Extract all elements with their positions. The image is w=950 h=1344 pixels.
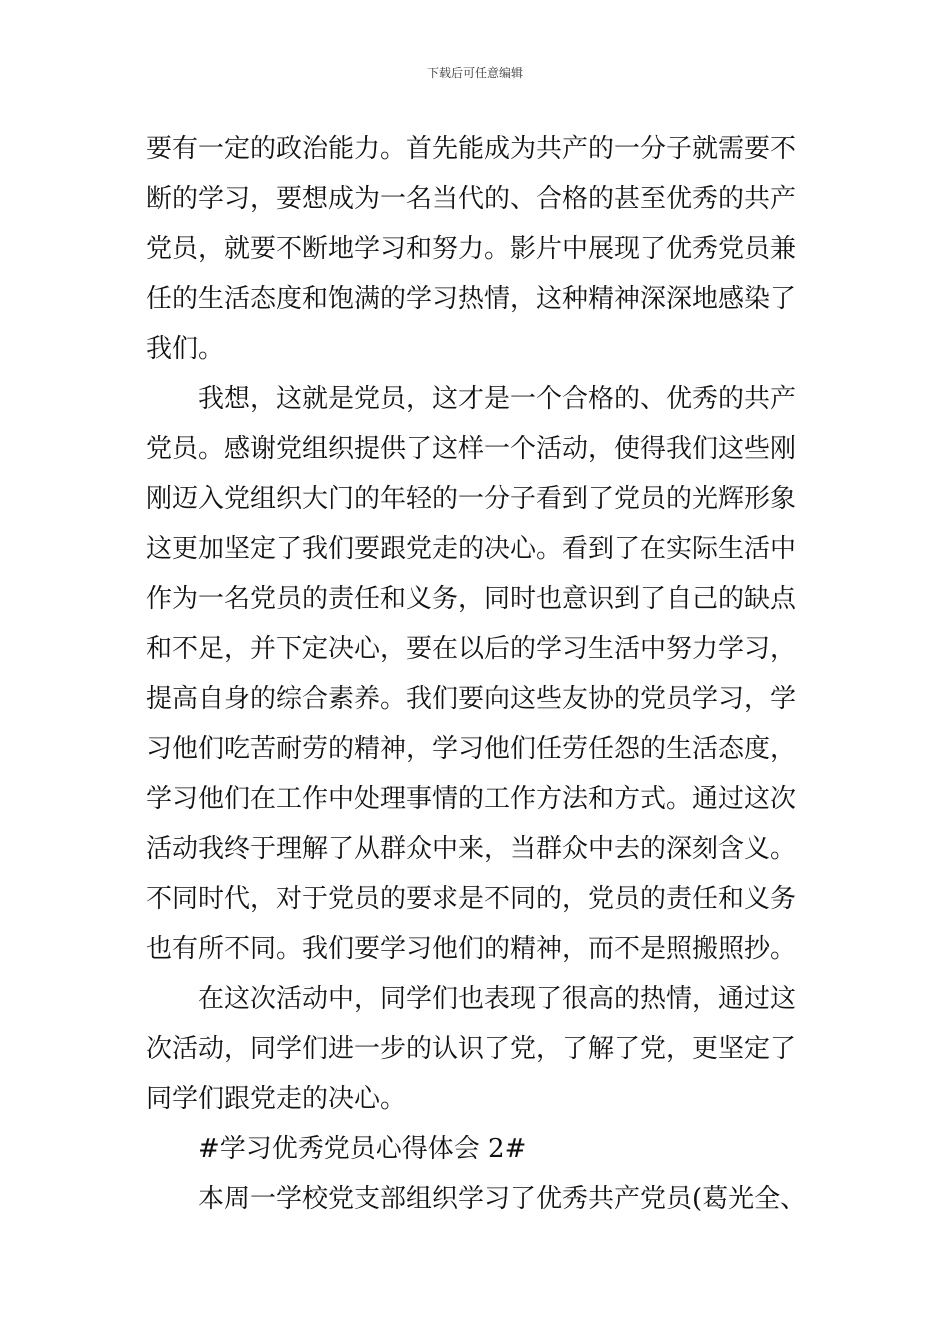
text-line: 活动我终于理解了从群众中来，当群众中去的深刻含义。 [146,834,797,864]
section-heading: #学习优秀党员心得体会 2# [198,1134,527,1164]
text-line: 次活动，同学们进一步的认识了党，了解了党，更坚定了 [146,1034,797,1064]
page-header: 下载后可任意编辑 [426,66,523,80]
paragraph-start-line: 在这次活动中，同学们也表现了很高的热情，通过这 [198,984,797,1014]
text-line: 任的生活态度和饱满的学习热情，这种精神深深地感染了 [146,284,797,314]
text-line: 不同时代，对于党员的要求是不同的，党员的责任和义务 [146,884,797,914]
text-line: 作为一名党员的责任和义务，同时也意识到了自己的缺点 [146,584,797,614]
text-line: 这更加坚定了我们要跟党走的决心。看到了在实际生活中 [146,534,797,564]
text-line: 提高自身的综合素养。我们要向这些友协的党员学习，学 [146,684,797,714]
text-line: 我们。 [146,334,225,364]
document-body [146,124,816,1224]
text-line: 和不足，并下定决心，要在以后的学习生活中努力学习， [146,634,797,664]
text-line: 断的学习，要想成为一名当代的、合格的甚至优秀的共产 [146,184,797,214]
text-line: 要有一定的政治能力。首先能成为共产的一分子就需要不 [146,134,797,164]
text-line: 习他们吃苦耐劳的精神，学习他们任劳任怨的生活态度， [146,734,797,764]
paragraph-start-line: 我想，这就是党员，这才是一个合格的、优秀的共产 [198,384,797,414]
text-line: 同学们跟党走的决心。 [146,1084,407,1114]
text-line: 党员。感谢党组织提供了这样一个活动，使得我们这些刚 [146,434,797,464]
text-line: 党员，就要不断地学习和努力。影片中展现了优秀党员兼 [146,234,797,264]
text-line: 刚迈入党组织大门的年轻的一分子看到了党员的光辉形象 [146,484,797,514]
text-line: 也有所不同。我们要学习他们的精神，而不是照搬照抄。 [146,934,797,964]
text-line: 学习他们在工作中处理事情的工作方法和方式。通过这次 [146,784,797,814]
paragraph-start-line: 本周一学校党支部组织学习了优秀共产党员(葛光全、 [198,1184,807,1214]
